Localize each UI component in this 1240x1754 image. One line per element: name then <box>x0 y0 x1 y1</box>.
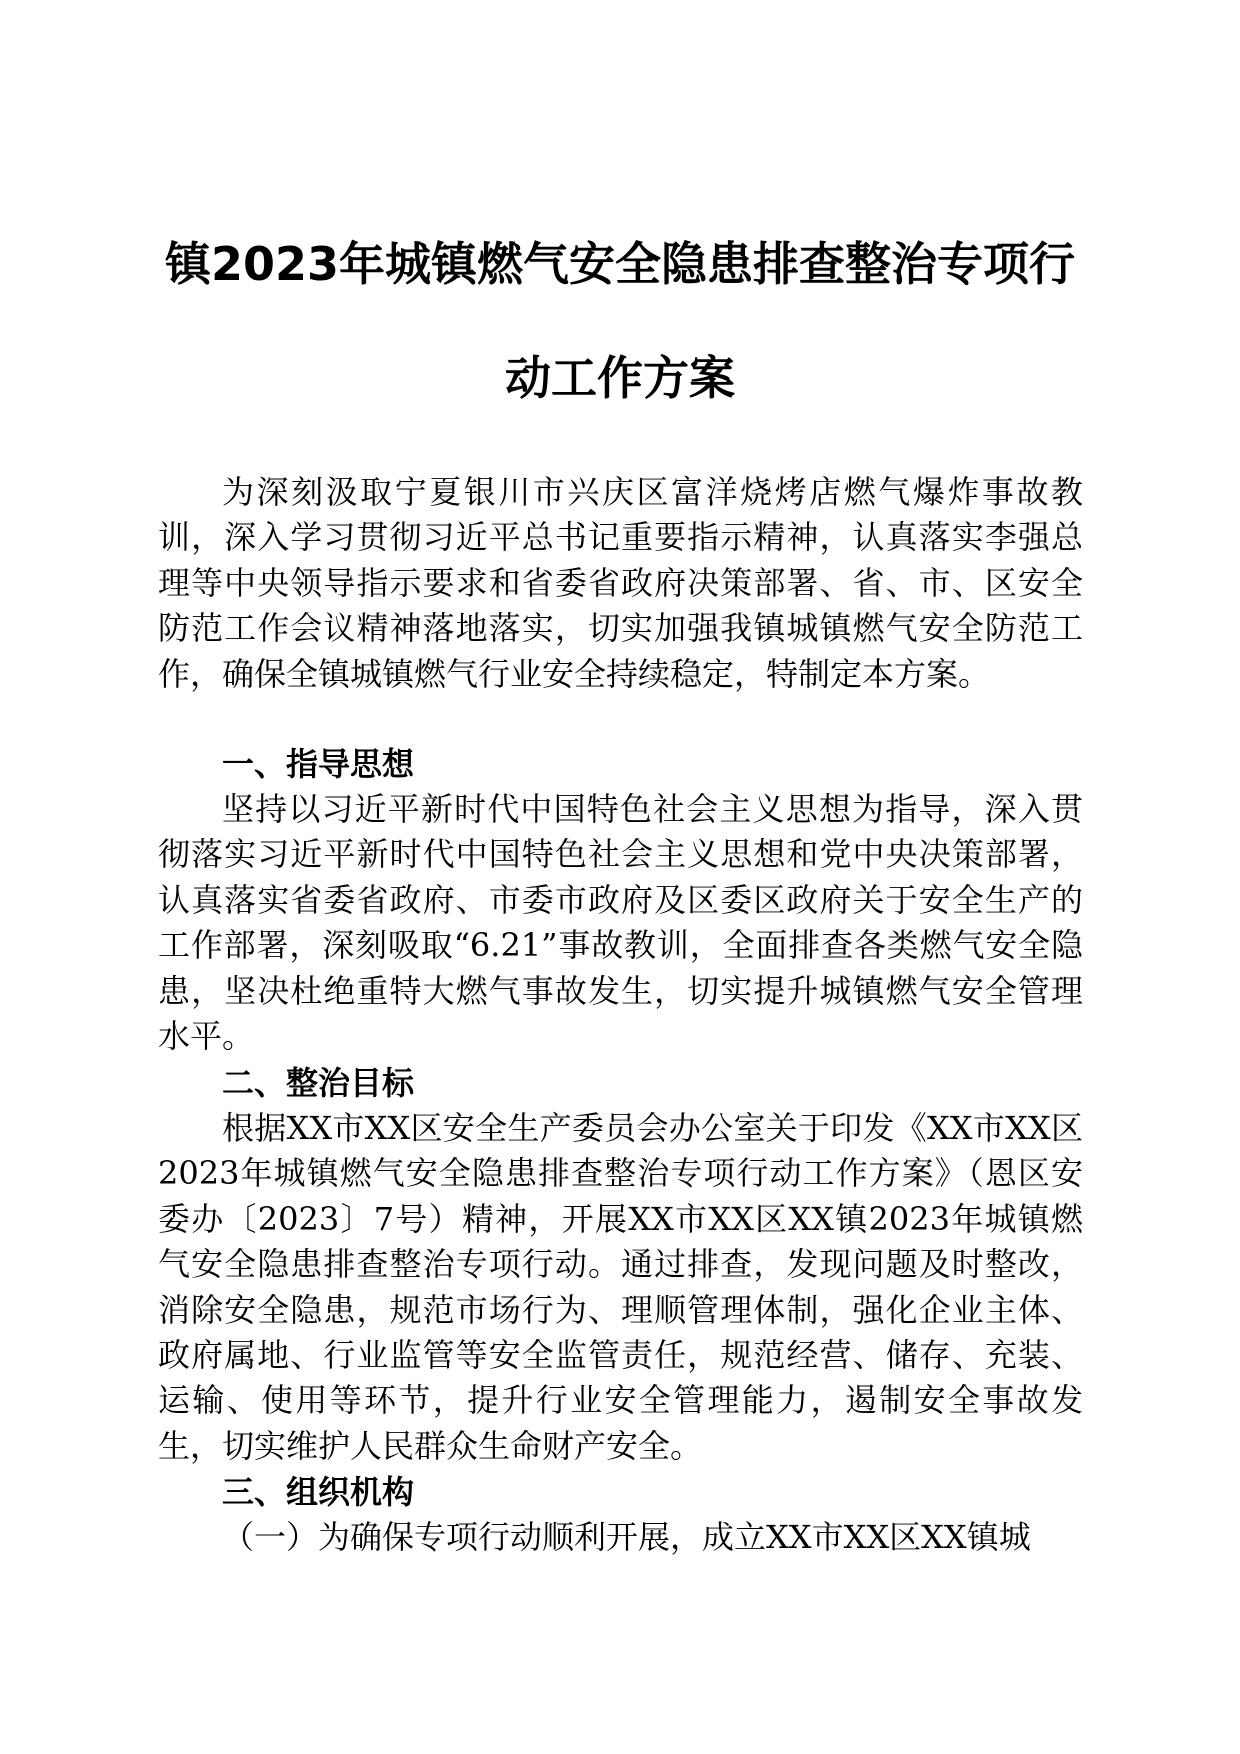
document-title-line-2: 动工作方案 <box>505 351 735 405</box>
section-paragraph-guiding-ideology: 坚持以习近平新时代中国特色社会主义思想为指导，深入贯彻落实习近平新时代中国特色社会主义思想和党中央决策部署，认真落实省委省政府、市委市政府及区委区政府关于安全生产的工作部署，深刻吸取“6.21”事故教训，全面排查各类燃气安全隐患，坚决杜绝重特大燃气事故发生，切实提升城镇燃气安全管理水平。 <box>158 790 1083 1056</box>
section-heading-organization: 三、组织机构 <box>222 1473 415 1511</box>
section-paragraph-organization: （一）为确保专项行动顺利开展，成立XX市XX区XX镇城 <box>222 1518 1031 1556</box>
section-heading-guiding-ideology: 一、指导思想 <box>222 745 415 783</box>
intro-paragraph: 为深刻汲取宁夏银川市兴庆区富洋烧烤店燃气爆炸事故教训，深入学习贯彻习近平总书记重要指示精神，认真落实李强总理等中央领导指示要求和省委省政府决策部署、省、市、区安全防范工作会议精神落地落实，切实加强我镇城镇燃气安全防范工作，确保全镇城镇燃气行业安全持续稳定，特制定本方案。 <box>158 473 1083 693</box>
section-paragraph-rectification-goals: 根据XX市XX区安全生产委员会办公室关于印发《XX市XX区2023年城镇燃气安全隐患排查整治专项行动工作方案》（恩区安委办〔2023〕7号）精神，开展XX市XX区XX镇2023年城镇燃气安全隐患排查整治专项行动。通过排查，发现问题及时整改，消除安全隐患，规范市场行为、理顺管理体制，强化企业主体、政府属地、行业监管等安全监管责任，规范经营、储存、充装、运输、使用等环节，提升行业安全管理能力，遏制安全事故发生，切实维护人民群众生命财产安全。 <box>158 1109 1083 1465</box>
section-heading-rectification-goals: 二、整治目标 <box>222 1064 415 1102</box>
document-title-line-1: 镇2023年城镇燃气安全隐患排查整治专项行 <box>164 237 1076 291</box>
